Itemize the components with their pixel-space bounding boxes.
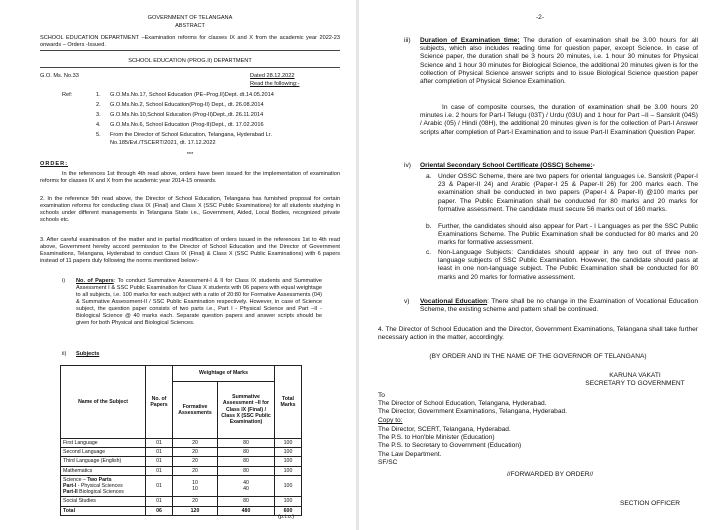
part-2-label: Part-II xyxy=(63,489,78,496)
ref-number: 3. xyxy=(96,112,101,118)
vocational-text: : There shall be no change in the Examination of Vocational Education Scheme, the existing scheme and pattern shall be continued. xyxy=(420,298,698,314)
cell-subject: Third Language (English) xyxy=(61,457,146,466)
cell-subject: Mathematics xyxy=(61,466,146,475)
table-header-row xyxy=(61,366,302,382)
go-number: G.O. Ms. No.33 xyxy=(40,73,79,79)
header-summative: Summative Assessment –II for Class IX (Final) / Class X (SSC Public Examination) xyxy=(218,381,275,438)
ref-text: From the Director of School Education, Telangana, Hyderabad Lr. xyxy=(110,132,272,138)
reference-item xyxy=(40,122,340,129)
cell-formative: 20 xyxy=(173,497,218,506)
ossc-title-suffix: - xyxy=(592,162,595,169)
cell-papers: 01 xyxy=(146,475,173,497)
cell-summative xyxy=(218,475,275,497)
item-number: iii) xyxy=(404,37,411,44)
cell-total: 100 xyxy=(275,497,302,506)
cell-subject: Second Language xyxy=(61,448,146,457)
copy-to-label: Copy to: xyxy=(378,417,403,424)
science-summative-2: 40 xyxy=(243,486,249,493)
composite-courses-text: In case of composite courses, the duration of examination shall be 3.00 hours 20 minutes i.e. 2 hours for Part-I Telugu (03T) / Urdu (03U) and 1 hour for Part –II – Sanskrit (04S) / Arabic (05) / Hindi (08H), the additional 20 minutes given is for the collection of Part-I Answer scripts after completion of Part-I Examination and to issue Part-II Examination Question Paper. xyxy=(420,104,698,136)
cell-formative xyxy=(173,475,218,497)
ref-text: G.O.Ms.No.6, School Education (Prog-II)Dept., dt. 17.02.2016 xyxy=(110,122,264,128)
header-weightage: Weightage of Marks xyxy=(173,366,275,382)
cell-subject: Total xyxy=(61,506,146,515)
papers-title: No. of Papers xyxy=(76,278,114,284)
references-list xyxy=(40,92,340,152)
ref-number: 5. xyxy=(96,132,101,138)
ossc-item-text: Further, the candidates should also appear for Part - I Languages as per the SSC Public Examinations Scheme. The Public Examination shall be conducted for 80 marks and 20 marks for formative assessment. xyxy=(438,223,698,247)
cell-papers: 06 xyxy=(146,506,173,515)
item-number: iv) xyxy=(404,162,411,169)
table-row xyxy=(61,448,302,457)
cell-subject: First Language xyxy=(61,439,146,448)
cell-formative: 20 xyxy=(173,466,218,475)
science-parts-label: Two Parts xyxy=(87,476,112,483)
separator-stars: *** xyxy=(186,152,194,158)
cell-total: 600 xyxy=(275,506,302,515)
cell-formative: 120 xyxy=(173,506,218,515)
pto-note: (p.t.o.) xyxy=(278,514,295,520)
ref-text: G.O.Ms.No.2, School Education(Prog-II) Dept., dt. 26.08.2014 xyxy=(110,102,264,108)
duration-item xyxy=(420,37,698,86)
duration-text: The duration of examination shall be 3.00 hours for all subjects, which also includes reading time for question paper, except Science. In case of Science paper, the duration shall be 3 hours 20 minutes, i.e. 1 hour 30 minutes for Physical Science and 1 hour 30 minutes for Biological Science, the additional 20 minutes given is for the collection of Physical Science answer scripts and to issue Biological Science question paper after completion of Physical Science Examination. xyxy=(420,37,698,86)
cell-papers: 01 xyxy=(146,457,173,466)
ref-text: G.O.Ms.No.10,School Education (Prog-II)Dept.,dt. 26.11.2014 xyxy=(110,112,264,118)
part-1-label: Part-I xyxy=(63,483,77,490)
duration-title: Duration of Examination time: xyxy=(420,37,520,44)
science-summative-1: 40 xyxy=(243,479,249,486)
cell-papers: 01 xyxy=(146,466,173,475)
item-number: ii) xyxy=(62,351,67,357)
cell-summative: 80 xyxy=(218,466,275,475)
section-officer: SECTION OFFICER xyxy=(619,500,681,507)
reference-item xyxy=(40,112,340,119)
ossc-item-letter: b. xyxy=(426,223,432,230)
table-row xyxy=(61,457,302,466)
part-1-text: - Physical Sciences xyxy=(76,483,123,490)
ref-text: G.O.Ms.No.17, School Education (PE–Prog.II)Dept. dt.14.05.2014 xyxy=(110,92,274,98)
ref-label: Ref: xyxy=(62,92,73,98)
reference-item xyxy=(40,132,340,139)
ref-text: No.185/Evl./TSCERT/2021, dt. 17.12.2022 xyxy=(110,140,216,146)
cell-total: 100 xyxy=(275,448,302,457)
cell-summative: 80 xyxy=(218,448,275,457)
ref-number: 4. xyxy=(96,122,101,128)
signatory-title: SECRETARY TO GOVERNMENT xyxy=(585,380,685,387)
reference-item xyxy=(40,92,340,99)
copy-recipient: The Law Department. xyxy=(378,451,442,458)
cell-subject-science xyxy=(61,475,146,497)
table-row-science xyxy=(61,475,302,497)
ossc-item-letter: c. xyxy=(426,249,432,256)
by-order-line: (BY ORDER AND IN THE NAME OF THE GOVERNOR OF TELANGANA) xyxy=(429,353,647,360)
recipient: The Director, Government Examinations, Telangana, Hyderabad. xyxy=(378,408,567,415)
ossc-item-heading xyxy=(420,162,698,170)
cell-papers: 01 xyxy=(146,439,173,448)
science-part-2 xyxy=(63,489,143,495)
government-header: GOVERNMENT OF TELANGANA xyxy=(147,15,233,21)
table-row xyxy=(61,439,302,448)
abstract-header: ABSTRACT xyxy=(175,23,205,29)
table-total-row xyxy=(61,506,302,515)
cell-total: 100 xyxy=(275,475,302,497)
ossc-item-text: Non-Language Subjects: Candidates should appear in any two out of three non-language subjects of SSC Public Examination. However, the candidate should pass at least in one non-language subject. The Public Examination shall be conducted for 80 marks and 20 marks for formative assessment. xyxy=(438,249,698,281)
cell-summative: 80 xyxy=(218,457,275,466)
department-heading: SCHOOL EDUCATION (PROG.II) DEPARTMENT xyxy=(128,58,252,64)
copy-recipient: The P.S. to Secretary to Government (Education) xyxy=(378,442,522,449)
order-paragraph-2: 2. In the reference 5th read above, the Director of School Education, Telangana has furnished proposal for certain examination reforms for conducting class IX (Final) and Class X (SSC Public Examinations) for all students studying in schools under different managements in Telangana State i.e., Government, Aided, Local Bodies, recognized private schools etc. xyxy=(40,196,340,223)
subjects-title: Subjects xyxy=(76,351,100,357)
cell-total: 100 xyxy=(275,439,302,448)
ref-number: 1. xyxy=(96,92,101,98)
cell-papers: 01 xyxy=(146,448,173,457)
cell-total: 100 xyxy=(275,466,302,475)
page-number: -2- xyxy=(535,14,545,21)
to-label: To xyxy=(378,392,385,399)
header-subject: Name of the Subject xyxy=(61,366,146,439)
cell-formative: 20 xyxy=(173,448,218,457)
ossc-item-text: Under OSSC Scheme, there are two papers for oriental languages i.e. Sanskrit (Paper-I 23 & Paper-II 24) and Arabic (Paper-I 25 & Paper-II 26) for 200 marks each. The examination shall be conducted in two papers (Paper-I & Paper-II) @100 marks per paper. The Public Examination shall be conducted for 80 marks and 20 marks for formative assessment. The candidate must secure 56 marks out of 160 marks. xyxy=(438,173,698,213)
page-one xyxy=(0,0,355,530)
cell-formative: 20 xyxy=(173,439,218,448)
science-formative-2: 10 xyxy=(192,486,198,493)
go-subject: SCHOOL EDUCATION DEPARTMENT –Examination reforms for classes IX and X from the academic year 2022-23 onwards – Orders -Issued. xyxy=(40,35,340,48)
papers-text: : To conduct Summative Assessment-I & II for Class IX students and Summative Assessment I & SSC Public Examination for Class X students with 06 papers with equal weightage to all subjects, i.e. 100 marks for each subject with a ratio of 20:80 for Formative Assessments (04) & Summative Assessment-II / SSC Public Examination respectively. However, in case of Science subject, the question paper consists of two parts i.e., Part I - Physical Science and Part –II - Biological Science @ 40 marks each. Separate question papers and answer scripts should be given for both Physical and Biological Sciences. xyxy=(76,278,322,326)
item-number: v) xyxy=(404,298,410,305)
ossc-title: Oriental Secondary School Certificate (OSSC) Scheme: xyxy=(420,162,593,169)
copy-recipient: The P.S. to Hon'ble Minister (Education) xyxy=(378,434,495,441)
part-2-text: Biological Sciences xyxy=(77,489,124,496)
vocational-title: Vocational Education xyxy=(420,298,488,305)
ossc-item-letter: a. xyxy=(426,173,432,180)
go-date: Dated 28.12.2022 xyxy=(250,73,295,79)
cell-summative: 480 xyxy=(218,506,275,515)
ref-number: 2. xyxy=(96,102,101,108)
order-paragraph-3: 3. After careful examination of the matter and in partial modification of orders issued in the references 1st to 4th read above, Government hereby accord permission to the Director of School Education and the Director of Government Examinations, Telangana, Hyderabad to conduct Class IX (Final) & Class X (SSC Public Examinations) with 6 papers instead of 11 papers duly following the norms mentioned below:- xyxy=(40,237,340,264)
copy-recipient: The Director, SCERT, Telangana, Hyderabad. xyxy=(378,426,511,433)
table-row xyxy=(61,497,302,506)
page-gap xyxy=(356,0,359,530)
order-paragraph-1: In the references 1st through 4th read above, orders have been issued for the implementation of examination reforms for classes IX and X from the academic year 2014-15 onwards. xyxy=(40,171,340,184)
cell-subject: Social Studies xyxy=(61,497,146,506)
subjects-table xyxy=(60,365,302,516)
page-two xyxy=(360,0,720,530)
header-papers: No. of Papers xyxy=(146,366,173,439)
cell-total: 100 xyxy=(275,457,302,466)
science-formative-1: 10 xyxy=(192,479,198,486)
cell-papers: 01 xyxy=(146,497,173,506)
forwarded-line: //FORWARDED BY ORDER// xyxy=(506,471,594,478)
cell-summative: 80 xyxy=(218,439,275,448)
vocational-item xyxy=(420,298,698,314)
divider-line xyxy=(40,67,340,68)
recipient: The Director of School Education, Telangana, Hyderabad. xyxy=(378,400,547,407)
table-row xyxy=(61,466,302,475)
reference-item xyxy=(40,140,340,147)
paragraph-4: 4. The Director of School Education and the Director, Government Examinations, Telangana shall take further necessary action in the matter, accordingly. xyxy=(378,326,698,342)
cell-formative: 20 xyxy=(173,457,218,466)
papers-item xyxy=(76,278,322,327)
order-heading: ORDER: xyxy=(40,161,69,167)
copy-recipient: SF/SC xyxy=(378,459,398,466)
read-following: Read the following:- xyxy=(250,81,300,87)
header-formative: Formative Assessments xyxy=(173,381,218,438)
science-label: Science – xyxy=(63,476,88,483)
item-number: i) xyxy=(62,278,66,284)
reference-item xyxy=(40,102,340,109)
cell-summative: 80 xyxy=(218,497,275,506)
signatory-name: KARUNA VAKATI xyxy=(609,372,661,379)
header-total: Total Marks xyxy=(275,366,302,439)
divider-line xyxy=(40,50,340,51)
